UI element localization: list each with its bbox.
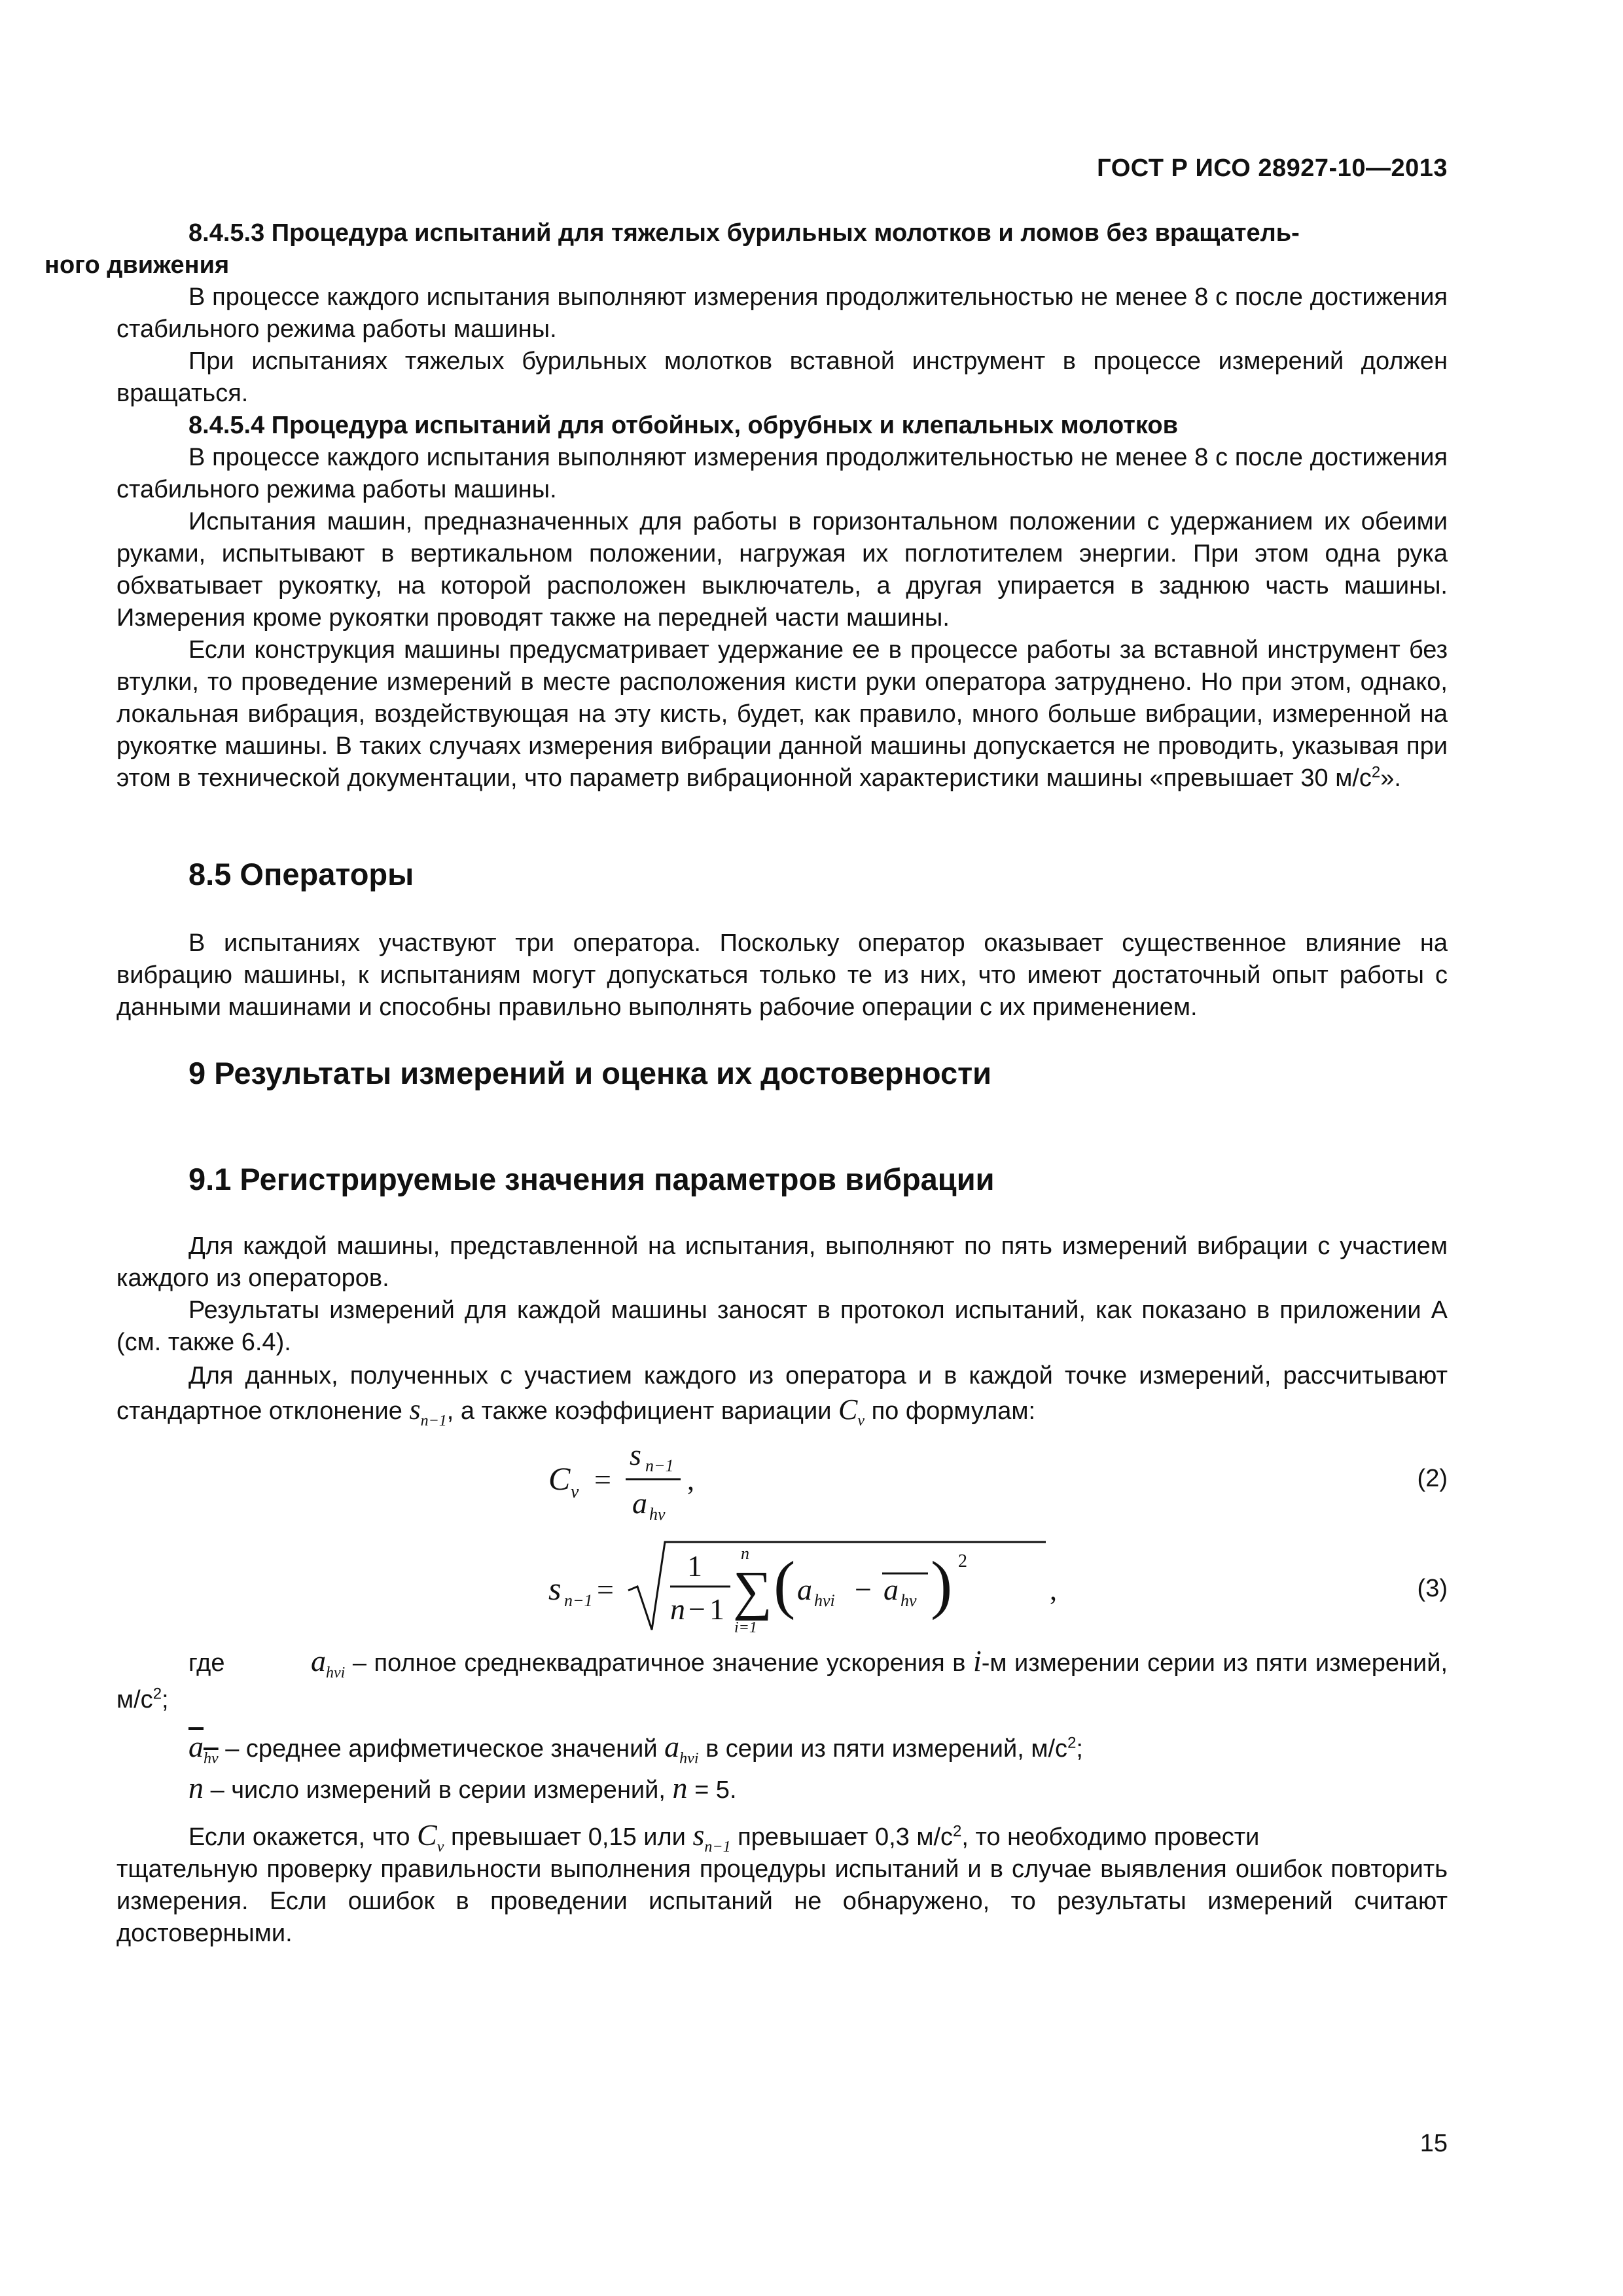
svg-text:,: , — [1050, 1574, 1057, 1606]
section-9-1-body — [116, 1230, 1448, 1428]
svg-text:n−1: n−1 — [564, 1591, 593, 1610]
section-9-1 — [116, 1160, 1448, 1199]
formula-s-n-1 — [542, 1534, 1131, 1639]
paragraph: тщательную проверку правильности выполнения процедуры испытаний и в случае выявления ошибок повторить измерения. Если ошибок в проведении испытаний не обнаружено, то результаты измерений считают достоверными. — [116, 1856, 1448, 1947]
paragraph: Испытания машин, предназначенных для работы в горизонтальном положении с удержанием их обеими руками, испытывают в вертикальном положении, нагружая их поглотителем энергии. При этом одна рука обхватывает рукоятку, на которой расположен выключатель, а другая упирается в заднюю часть машины. Измерения кроме рукоятки проводят также на передней части машины. — [116, 508, 1448, 632]
svg-text:i=1: i=1 — [734, 1619, 757, 1636]
svg-text:n−1: n−1 — [645, 1456, 674, 1475]
document-code-header: ГОСТ Р ИСО 28927-10—2013 — [1097, 154, 1448, 182]
definitions — [116, 1643, 1448, 1950]
section-heading: 8.5 Операторы — [188, 857, 414, 891]
formula-number: (3) — [1417, 1575, 1448, 1602]
section-8-4-5-4 — [116, 410, 1448, 795]
svg-text:1: 1 — [687, 1549, 702, 1583]
paragraph: Для данных, полученных с участием каждого из оператора и в каждой точке измерений, рассчитывают стандартное отклонение $s_{n-1}$, а также коэффициент вариации $C_v$ по формулам: — [116, 1362, 1448, 1429]
formula-cv — [542, 1439, 843, 1524]
svg-text:∑: ∑ — [733, 1560, 772, 1621]
paragraph: Для каждой машины, представленной на испытания, выполняют по пять измерений вибрации с участием каждого из операторов. — [116, 1232, 1448, 1292]
section-8-5-body — [116, 927, 1448, 1024]
svg-text:s: s — [630, 1439, 641, 1471]
definition-a-hv: $a_{hv}$ – среднее арифметическое значений $a_{hvi}$ в серии из пяти измерений, $м/с^2$; — [188, 1730, 1083, 1768]
page-number: 15 — [1419, 2130, 1448, 2157]
paragraph: В процессе каждого испытания выполняют измерения продолжительностью не менее 8 с после достижения стабильного режима работы машины. — [116, 283, 1448, 343]
symbol-cv: $C_v$ — [838, 1393, 865, 1429]
paragraph: При испытаниях тяжелых бурильных молотков вставной инструмент в процессе измерений должен вращаться. — [116, 348, 1448, 407]
symbol-s-n-1: $s_{n-1}$ — [409, 1393, 447, 1429]
svg-text:=: = — [597, 1573, 614, 1606]
section-heading: 9.1 Регистрируемые значения параметров вибрации — [188, 1162, 995, 1196]
svg-text:a: a — [797, 1573, 812, 1606]
paragraph: В процессе каждого испытания выполняют измерения продолжительностью не менее 8 с после достижения стабильного режима работы машины. — [116, 444, 1448, 503]
svg-text:hvi: hvi — [814, 1591, 835, 1610]
svg-text:n: n — [741, 1544, 749, 1563]
svg-text:2: 2 — [958, 1551, 967, 1571]
svg-text:hv: hv — [649, 1505, 666, 1524]
svg-text:a: a — [883, 1573, 899, 1606]
svg-text:−: − — [855, 1573, 872, 1606]
conclusion-paragraph: Если окажется, что $C_v$ превышает 0,15 или $s_{n-1}$ превышает 0,3 $м/с^2$, то необходимо провести — [188, 1818, 1260, 1856]
definition-n: n – число измерений в серии измерений, n = 5. — [188, 1771, 737, 1804]
svg-text:a: a — [632, 1486, 647, 1520]
svg-text:): ) — [931, 1548, 953, 1621]
section-8-5 — [116, 855, 1448, 894]
svg-text:hv: hv — [901, 1591, 917, 1610]
definition-a-hvi: где $a_{hvi}$ – полное среднеквадратичное значение ускорения в i-м измерении серии из пяти измерений, $м/с^2$; — [116, 1644, 1448, 1713]
chapter-heading: 9 Результаты измерений и оценка их достоверности — [188, 1056, 992, 1090]
svg-text:v: v — [571, 1482, 579, 1502]
section-title: 8.4.5.4 Процедура испытаний для отбойных, обрубных и клепальных молотков — [188, 412, 1178, 439]
svg-text:(: ( — [774, 1548, 796, 1621]
formula-3-row — [116, 1534, 1448, 1639]
section-9 — [116, 1054, 1448, 1093]
paragraph: Результаты измерений для каждой машины заносят в протокол испытаний, как показано в приложении А (см. также 6.4). — [116, 1297, 1448, 1356]
svg-text:,: , — [687, 1464, 694, 1496]
section-title: 8.4.5.3 Процедура испытаний для тяжелых бурильных молотков и ломов без вращатель- ного движения — [45, 219, 1300, 279]
formula-2-row — [116, 1439, 1448, 1524]
svg-text:1: 1 — [709, 1592, 724, 1626]
svg-text:n: n — [670, 1592, 685, 1626]
formula-number: (2) — [1417, 1465, 1448, 1492]
svg-text:=: = — [594, 1463, 611, 1496]
svg-text:C: C — [548, 1460, 571, 1497]
paragraph: В испытаниях участвуют три оператора. Поскольку оператор оказывает существенное влияние на вибрацию машины, к испытаниям могут допускаться только те из них, что имеют достаточный опыт работы с данными машинами и способны правильно выполнять рабочие операции с их применением. — [116, 929, 1448, 1021]
svg-text:s: s — [548, 1570, 562, 1607]
paragraph: Если конструкция машины предусматривает удержание ее в процессе работы за вставной инструмент без втулки, то проведение измерений в месте расположения кисти руки оператора затруднено. Но при этом, однако, локальная вибрация, воздействующая на эту кисть, будет, как правило, много больше вибрации, измеренной на рукоятке машины. В таких случаях измерения вибрации данной машины допускается не проводить, указывая при этом в технической документации, что параметр вибрационной характеристики машины «превышает 30 $м/с^2$». — [116, 636, 1448, 792]
svg-text:−: − — [688, 1592, 705, 1626]
section-8-4-5-3 — [45, 217, 1448, 410]
